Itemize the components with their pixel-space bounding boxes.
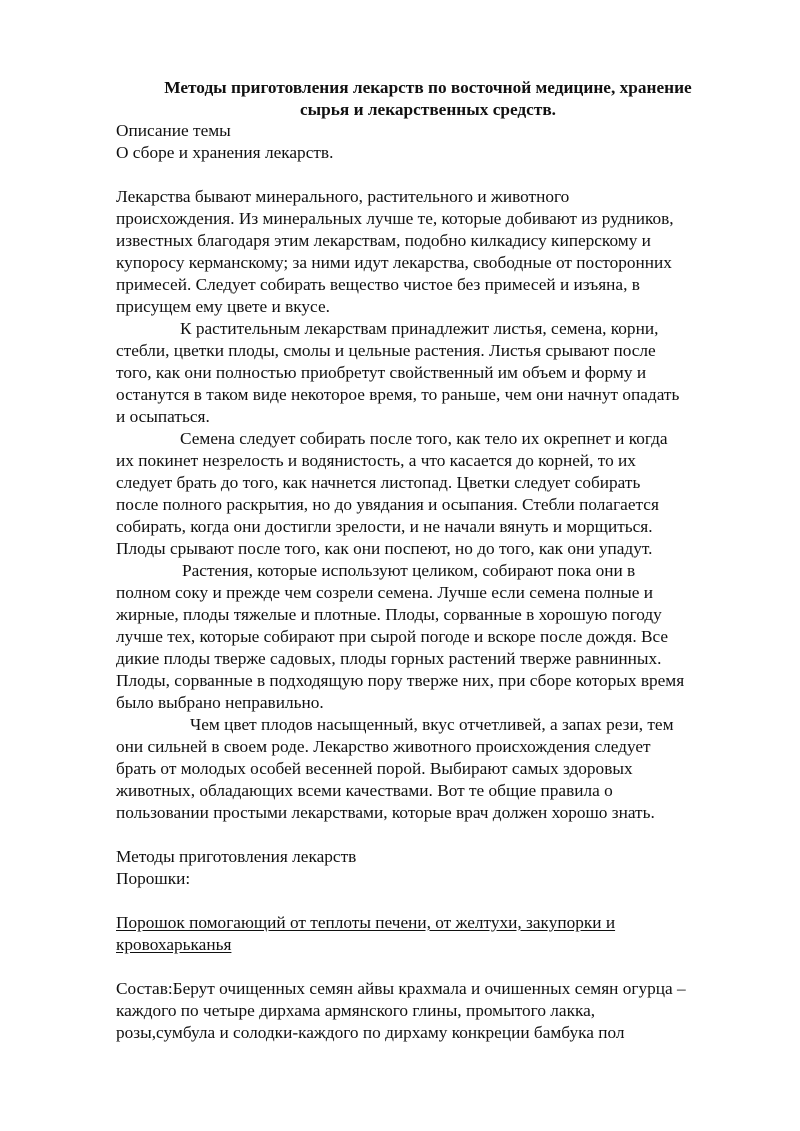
section-heading-methods: Методы приготовления лекарств: [116, 847, 357, 866]
section-heading-powders: Порошки:: [116, 869, 191, 888]
paragraph-line: полном соку и прежде чем созрели семена. Лучше если семена полные и: [116, 583, 654, 602]
paragraph-line: их покинет незрелость и водянистость, а что касается до корней, то их: [116, 451, 636, 470]
paragraph-line: следует брать до того, как начнется листопад. Цветки следует собирать: [116, 473, 641, 492]
title-line: Методы приготовления лекарств по восточной медицине, хранение: [164, 78, 692, 97]
paragraph-line: животных, обладающих всеми качествами. Вот те общие правила о: [116, 781, 613, 800]
paragraph-line: они сильней в своем роде. Лекарство животного происхождения следует: [116, 737, 651, 756]
section-heading-collection: О сборе и хранения лекарств.: [116, 143, 334, 162]
paragraph-line: и осыпаться.: [116, 407, 210, 426]
paragraph-line: жирные, плоды тяжелые и плотные. Плоды, сорванные в хорошую погоду: [116, 605, 662, 624]
recipe-title: Порошок помогающий от теплоты печени, от желтухи, закупорки и: [116, 913, 616, 932]
composition-line: розы,сумбула и солодки-каждого по дирхаму конкреции бамбука пол: [116, 1023, 625, 1042]
paragraph-line: дикие плоды тверже садовых, плоды горных растений тверже равнинных.: [116, 649, 662, 668]
paragraph-line: собирать, когда они достигли зрелости, и не начали вянуть и морщиться.: [116, 517, 653, 536]
composition-line: Состав:Берут очищенных семян айвы крахмала и очишенных семян огурца –: [116, 979, 686, 998]
paragraph-line: останутся в таком виде некоторое время, то раньше, чем они начнут опадать: [116, 385, 680, 404]
paragraph-line: К растительным лекарствам принадлежит листья, семена, корни,: [180, 319, 659, 338]
paragraph-line: Плоды срывают после того, как они поспеют, но до того, как они упадут.: [116, 539, 653, 558]
paragraph-line: Плоды, сорванные в подходящую пору тверже них, при сборе которых время: [116, 671, 685, 690]
topic-heading: Описание темы: [116, 121, 231, 140]
document-title: [116, 77, 740, 121]
paragraph-line: брать от молодых особей весенней порой. Выбирают самых здоровых: [116, 759, 633, 778]
paragraph-line: известных благодаря этим лекарствам, подобно килкадису киперскому и: [116, 231, 651, 250]
paragraph-line: присущем ему цвете и вкусе.: [116, 297, 330, 316]
paragraph-line: Чем цвет плодов насыщенный, вкус отчетливей, а запах рези, тем: [190, 715, 674, 734]
paragraph-line: Лекарства бывают минерального, растительного и животного: [116, 187, 570, 206]
paragraph-line: лучше тех, которые собирают при сырой погоде и вскоре после дождя. Все: [116, 627, 669, 646]
paragraph-line: купоросу керманскому; за ними идут лекарства, свободные от посторонних: [116, 253, 672, 272]
paragraph-line: после полного раскрытия, но до увядания и осыпания. Стебли полагается: [116, 495, 659, 514]
paragraph-line: Растения, которые используют целиком, собирают пока они в: [182, 561, 636, 580]
paragraph-line: того, как они полностью приобретут свойственный им объем и форму и: [116, 363, 647, 382]
paragraph-line: Семена следует собирать после того, как тело их окрепнет и когда: [180, 429, 668, 448]
recipe-title: кровохарьканья: [116, 935, 232, 954]
paragraph-line: пользовании простыми лекарствами, которые врач должен хорошо знать.: [116, 803, 655, 822]
composition-line: каждого по четыре дирхама армянского глины, промытого лакка,: [116, 1001, 596, 1020]
paragraph-line: стебли, цветки плоды, смолы и цельные растения. Листья срывают после: [116, 341, 656, 360]
paragraph-line: происхождения. Из минеральных лучше те, которые добивают из рудников,: [116, 209, 674, 228]
paragraph-line: было выбрано неправильно.: [116, 693, 324, 712]
title-line: сырья и лекарственных средств.: [300, 100, 556, 119]
paragraph-line: примесей. Следует собирать вещество чистое без примесей и изъяна, в: [116, 275, 640, 294]
